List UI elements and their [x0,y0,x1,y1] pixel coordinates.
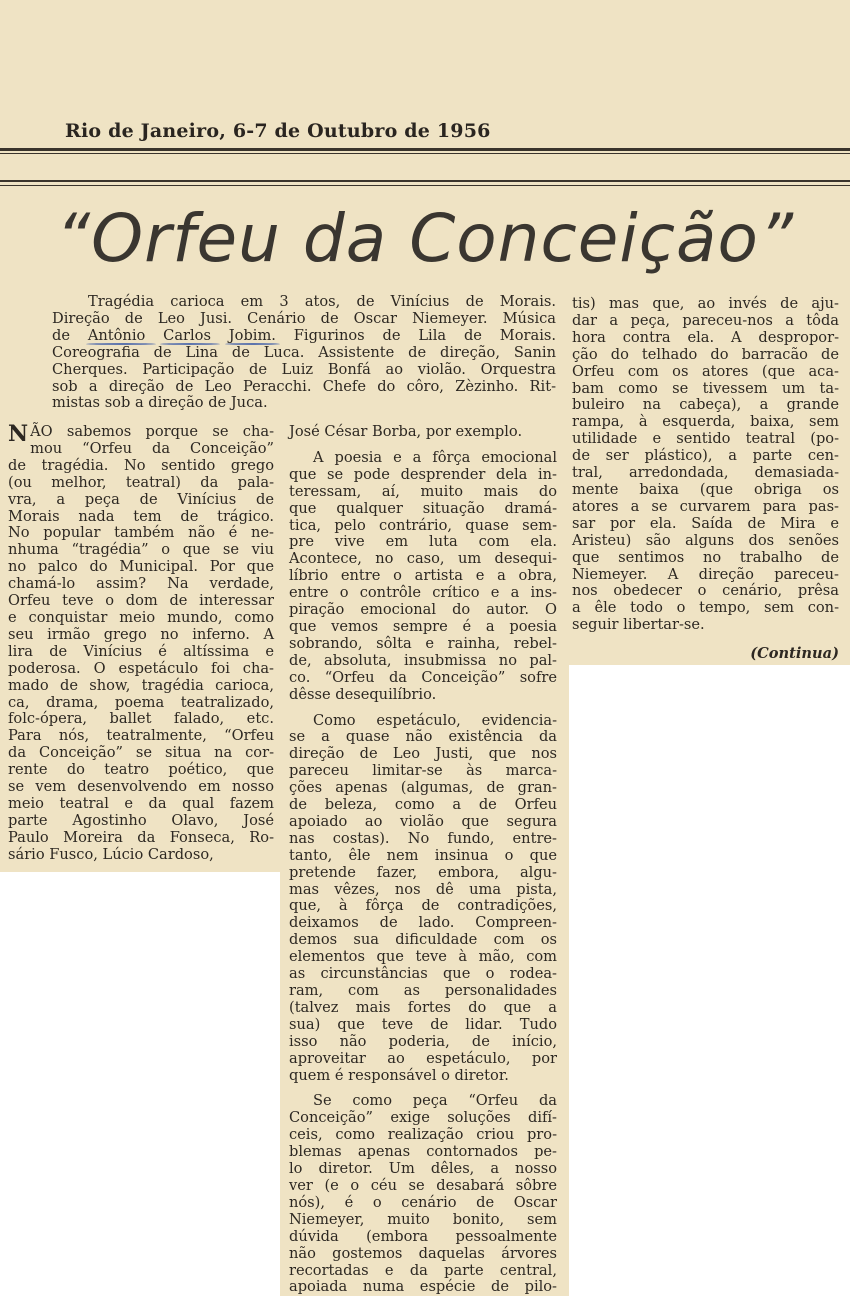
text-line: não gostemos daquelas árvores [289,1244,557,1262]
credits-line: Tragédia carioca em 3 atos, de Vinícius de Morais. [88,293,556,310]
divider-rule [0,180,850,182]
text-line: que qualquer situação dramá- [289,499,557,517]
text-line: apoiado ao violão que segura [289,812,557,830]
text-line: quem é responsável o diretor. [289,1066,509,1084]
pen-underline [86,343,156,345]
text-line: sua) que teve de lidar. Tudo [289,1015,557,1033]
headline: “Orfeu da Conceição” [55,200,795,277]
text-line: direção de Leo Justi, que nos [289,745,557,763]
text-line: No popular também não é ne- [8,524,274,542]
text-line: e conquistar meio mundo, como [8,608,274,626]
text-line: pareceu limitar-se às marca- [289,762,557,780]
text-line: no palco do Municipal. Por que [8,558,274,576]
text-line: deixamos de lado. Compreen- [289,914,557,932]
text-line: rampa, à esquerda, baixa, sem [572,413,839,431]
text-line: Se como peça “Orfeu da [313,1092,557,1110]
text-line: mou “Orfeu da Conceição” [30,439,274,457]
text-line: tral, arredondada, demasiada- [572,464,839,482]
text-line: tanto, êle nem insinua o que [289,846,557,864]
text-line: vra, a peça de Vinícius de [8,490,274,508]
text-line: lo diretor. Um dêles, a nosso [289,1160,557,1178]
text-line: sobrando, sôlta e rainha, rebel- [289,634,557,652]
text-line: tis) mas que, ao invés de aju- [572,295,839,312]
text-line: líbrio entre o artista e a obra, [289,567,557,585]
text-line: ção do telhado do barracão de [572,345,839,363]
text-line: atores a se curvarem para pas- [572,497,839,515]
text-line: blemas apenas contornados pe- [289,1143,557,1161]
text-line: que, à fôrça de contradições, [289,897,557,915]
text-line: seguir libertar-se. [572,616,705,634]
text-line: José César Borba, por exemplo. [289,423,523,440]
text-line: mente baixa (que obriga os [572,480,839,498]
credits-line: Direção de Leo Jusi. Cenário de Oscar Niemeyer. Música [52,309,556,327]
article-column-3 [572,296,839,663]
credits-paragraph [52,294,556,412]
text-line: mas vêzes, nos dê uma pista, [289,880,557,898]
text-line: recortadas e da parte central, [289,1261,557,1279]
text-line: que vemos sempre é a poesia [289,617,557,635]
text-line: ver (e o céu se desabará sôbre [289,1176,557,1194]
text-line: tica, pelo contrário, quase sem- [289,516,557,534]
text-line: bam como se tivessem um ta- [572,379,839,397]
text-line: Paulo Moreira da Fonseca, Ro- [8,828,274,846]
text-line: ceis, como realização criou pro- [289,1126,557,1144]
text-line: de, absoluta, insubmissa no pal- [289,651,557,669]
text-line: sar por ela. Saída de Mira e [572,514,839,532]
text-line: se vem desenvolvendo em nosso [8,778,274,796]
dateline: Rio de Janeiro, 6-7 de Outubro de 1956 [65,120,491,142]
continua-note: (Continua) [750,645,839,663]
text-line: pretende fazer, embora, algu- [289,863,557,881]
drop-cap: N [8,421,29,447]
text-line: a êle todo o tempo, sem con- [572,599,839,617]
text-line: demos sua dificuldade com os [289,931,557,949]
text-line: ções apenas (algumas, de gran- [289,779,557,797]
text-line: nhuma “tragédia” o que se viu [8,541,274,559]
text-line: Niemeyer, muito bonito, sem [289,1210,557,1228]
text-line: seu irmão grego no inferno. A [8,625,274,643]
text-line: poderosa. O espetáculo foi cha- [8,659,274,677]
text-line: Niemeyer. A direção pareceu- [572,565,839,583]
divider-rule [0,148,850,151]
text-line: ram, com as personalidades [289,982,557,999]
divider-rule [0,185,850,186]
text-line: Como espetáculo, evidencia- [313,711,557,729]
text-line: Aristeu) são alguns dos senões [572,531,839,549]
text-line: (ou melhor, teatral) da pala- [8,473,274,491]
text-line: aproveitar ao espetáculo, por [289,1049,557,1067]
text-line: nos obedecer o cenário, prêsa [572,582,839,600]
credits-line: Cherques. Participação de Luiz Bonfá ao violão. Orquestra [52,360,556,378]
text-line: Conceição” exige soluções difí- [289,1109,557,1127]
text-line: lira de Vinícius é altíssima e [8,642,274,660]
text-line: Morais nada tem de trágico. [8,507,274,525]
text-line: rente do teatro poético, que [8,761,274,779]
text-line: dêsse desequilíbrio. [289,685,437,703]
text-line: se a quase não existência da [289,728,557,746]
text-line: dúvida (embora pessoalmente [289,1227,557,1245]
text-line: co. “Orfeu da Conceição” sofre [289,668,557,686]
credits-line: de Antônio Carlos Jobim. Figurinos de Lila de Morais. [52,326,556,344]
text-line: meio teatral e da qual fazem [8,794,274,812]
pen-underline [160,343,220,345]
credits-line: mistas sob a direção de Juca. [52,394,268,412]
text-line: piração emocional do autor. O [289,601,557,619]
text-line: dar a peça, pareceu-nos a tôda [572,311,839,329]
text-line: nós), é o cenário de Oscar [289,1193,557,1211]
article-column-2 [289,424,557,1296]
text-line: de beleza, como a de Orfeu [289,796,557,814]
text-line: mado de show, tragédia carioca, [8,676,274,694]
text-line: folc-ópera, ballet falado, etc. [8,710,274,728]
text-line: nas costas). No fundo, entre- [289,829,557,847]
text-line: Para nós, teatralmente, “Orfeu [8,727,274,745]
text-line: as circunstâncias que o rodea- [289,965,557,983]
text-line: pre vive em luta com ela. [289,533,557,551]
credits-line: Coreografia de Lina de Luca. Assistente de direção, Sanin [52,343,556,361]
credits-line: sob a direção de Leo Peracchi. Chefe do côro, Zèzinho. Rit- [52,377,556,395]
text-line: ÃO sabemos porque se cha- [30,423,274,440]
text-line: de tragédia. No sentido grego [8,456,274,474]
text-line: isso não poderia, de início, [289,1032,557,1050]
text-line: chamá-lo assim? Na verdade, [8,575,274,593]
pen-underline [225,343,280,345]
text-line: apoiada numa espécie de pilo- [289,1278,557,1296]
text-line: de ser plástico), a parte cen- [572,447,839,465]
text-line: da Conceição” se situa na cor- [8,744,274,762]
text-line: teressam, aí, muito mais do [289,482,557,500]
divider-rule [0,153,850,154]
text-line: (talvez mais fortes do que a [289,998,557,1016]
text-line: Orfeu teve o dom de interessar [8,592,274,610]
text-line: A poesia e a fôrça emocional [313,448,557,466]
text-line: que sentimos no trabalho de [572,548,839,566]
text-line: utilidade e sentido teatral (po- [572,430,839,448]
text-line: entre o contrôle crítico e a ins- [289,584,557,602]
text-line: Acontece, no caso, um desequi- [289,550,557,568]
text-line: que se pode desprender dela in- [289,465,557,483]
text-line: ca, drama, poema teatralizado, [8,693,274,711]
text-line: elementos que teve à mão, com [289,948,557,966]
text-line: sário Fusco, Lúcio Cardoso, [8,845,214,863]
text-line: parte Agostinho Olavo, José [8,811,274,829]
text-line: hora contra ela. A despropor- [572,328,839,346]
article-column-1 [8,421,274,864]
text-line: Orfeu com os atores (que aca- [572,362,839,380]
text-line: buleiro na cabeça), a grande [572,396,839,414]
